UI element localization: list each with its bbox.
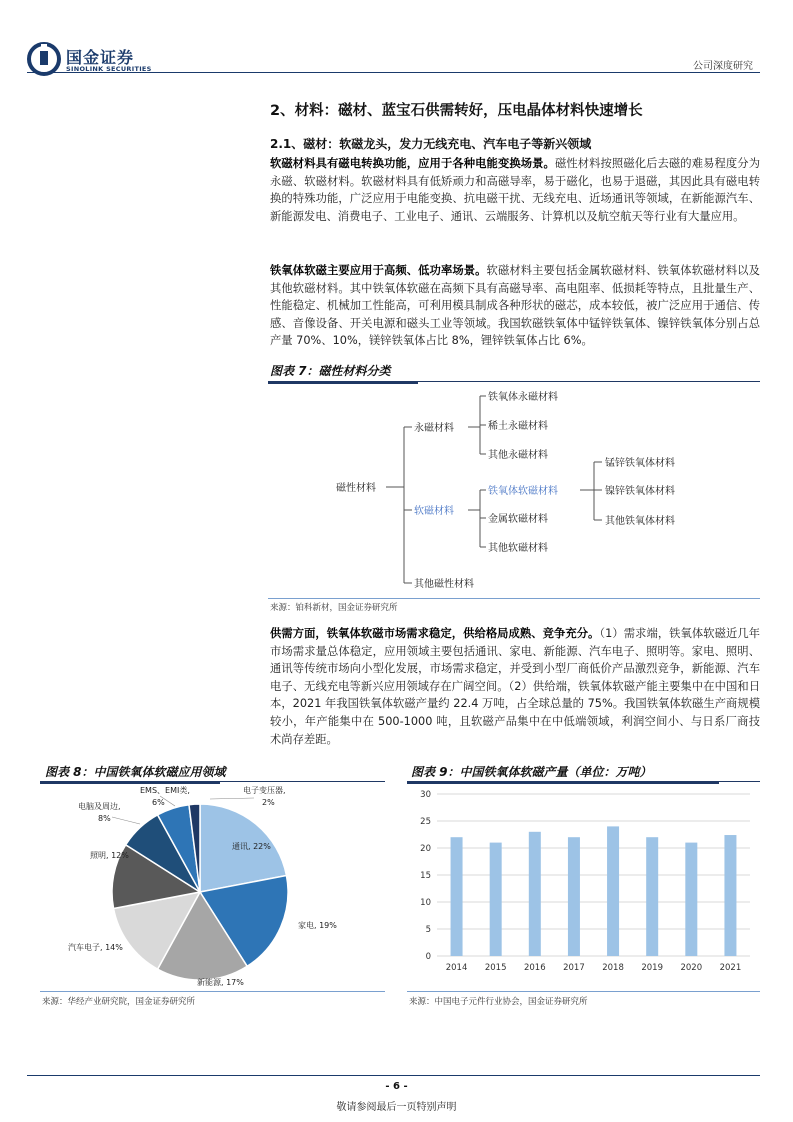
paragraph-body: （1）需求端，铁氧体软磁近几年市场需求量总体稳定，应用领域主要包括通讯、家电、新能源、汽车电子、照明等。家电、照明、通讯等传统市场向小型化发展，市场需求稳定，并受到小型厂商低价产品激烈竞争，新能源、汽车电子、无线充电等新兴应用领域存在广阔空间。（2）供给端，铁氧体软磁产能主要集中在中国和日本，2021 年我国铁氧体软磁产量约 22.4 万吨，占全球总量的 75%。我国铁氧体软磁生产商规模较小，年产能集中在 500-1000 吨，且软磁产品集中在中低端领域，利润空间小、与日系厂商技术尚存差距。 <box>270 627 760 746</box>
pie-label-ems: EMS、EMI类, <box>140 786 190 795</box>
figure-9-title-rule <box>719 781 760 782</box>
x-tick-label: 2021 <box>719 963 742 973</box>
logo-english-name: SINOLINK SECURITIES <box>66 65 152 73</box>
paragraph-ferrite <box>270 262 760 350</box>
tree-node-other-soft: 其他软磁材料 <box>488 543 548 554</box>
pie-label-xinnengyuan: 新能源, 17% <box>197 978 244 987</box>
x-tick-label: 2015 <box>484 963 507 973</box>
tree-root-label: 磁性材料 <box>336 483 376 494</box>
x-tick-label: 2020 <box>680 963 703 973</box>
paragraph-lead: 铁氧体软磁主要应用于高频、低功率场景。 <box>270 264 487 277</box>
tree-node-metal-soft: 金属软磁材料 <box>488 514 548 525</box>
paragraph-body: 软磁材料主要包括金属软磁材料、铁氧体软磁材料以及其他软磁材料。其中铁氧体软磁在高频下具有高磁导率、高电阻率、低损耗等特点，且批量生产、性能稳定、机械加工性能高，可利用模具制成各种形状的磁芯，成本较低，被广泛应用于通信、传感、音像设备、开关电源和磁头工业等领域。我国软磁铁氧体中锰锌铁氧体、镍锌铁氧体分别占总产量 70%、10%，镁锌铁氧体占比 8%，锂锌铁氧体占比 6%。 <box>270 264 760 348</box>
pie-label-qiche: 汽车电子, 14% <box>68 943 123 952</box>
paragraph-soft-magnet <box>270 155 760 225</box>
y-tick-label: 5 <box>425 925 431 935</box>
x-tick-label: 2014 <box>445 963 468 973</box>
section-heading: 2、材料：磁材、蓝宝石供需转好，压电晶体材料快速增长 <box>270 103 643 119</box>
subsection-heading: 2.1、磁材：软磁龙头，发力无线充电、汽车电子等新兴领域 <box>270 137 592 151</box>
x-tick-label: 2019 <box>641 963 664 973</box>
y-tick-label: 30 <box>420 790 431 800</box>
pie-label-zhaoming: 照明, 12% <box>90 851 129 860</box>
bar-2015 <box>490 843 502 956</box>
tree-node-nizn: 镍锌铁氧体材料 <box>605 486 675 497</box>
paragraph-lead: 供需方面，铁氧体软磁市场需求稳定，供给格局成熟、竞争充分。 <box>270 627 600 640</box>
x-tick-label: 2016 <box>523 963 546 973</box>
y-tick-label: 15 <box>420 871 431 881</box>
tree-node-other-magnetic: 其他磁性材料 <box>414 579 474 590</box>
y-tick-label: 25 <box>420 817 431 827</box>
logo-icon <box>27 42 61 76</box>
bar-2016 <box>529 832 541 956</box>
pie-label-dianzi-pct: 2% <box>262 798 275 807</box>
figure-7-title-rule <box>418 381 760 382</box>
paragraph-body: 磁性材料按照磁化后去磁的难易程度分为永磁、软磁材料。软磁材料具有低矫顽力和高磁导率，易于磁化，也易于退磁，其因此具有磁电转换的特殊功能，广泛应用于电能变换、抗电磁干扰、无线充电、近场通讯等领域，在新能源汽车、新能源发电、消费电子、工业电子、通讯、云端服务、计算机以及航空航天等行业有大量应用。 <box>270 157 760 223</box>
tree-node-mnzn: 锰锌铁氧体材料 <box>605 458 675 469</box>
footer-divider <box>27 1075 760 1076</box>
bar-2018 <box>607 826 619 956</box>
y-tick-label: 0 <box>425 952 431 962</box>
bar-2014 <box>451 837 463 956</box>
figure-9-title: 图表 9：中国铁氧体软磁产量（单位：万吨） <box>411 765 652 779</box>
figure-8-source: 来源：华经产业研究院，国金证券研究所 <box>42 997 196 1007</box>
tree-node-other-permanent: 其他永磁材料 <box>488 450 548 461</box>
magnetic-material-tree <box>268 384 760 596</box>
application-pie-chart <box>40 784 385 989</box>
bar-2019 <box>646 837 658 956</box>
pie-label-ems-pct: 6% <box>152 798 165 807</box>
figure-8-title: 图表 8：中国铁氧体软磁应用领域 <box>45 765 226 779</box>
logo-name: 国金证券 <box>66 48 135 67</box>
figure-9-source: 来源：中国电子元件行业协会，国金证券研究所 <box>409 997 588 1007</box>
header-divider <box>27 72 760 73</box>
y-tick-label: 10 <box>420 898 431 908</box>
pie-label-diannao-pct: 8% <box>98 814 111 823</box>
pie-label-dianzi: 电子变压器, <box>243 786 286 795</box>
paragraph-supply-demand <box>270 625 760 748</box>
report-type: 公司深度研究 <box>693 61 753 72</box>
figure-9-bottom-rule <box>407 991 760 992</box>
bar-2017 <box>568 837 580 956</box>
figure-7-title: 图表 7：磁性材料分类 <box>270 364 391 378</box>
tree-node-permanent: 永磁材料 <box>414 423 454 434</box>
pie-label-diannao: 电脑及周边, <box>78 802 121 811</box>
page-number: - 6 - <box>385 1081 408 1092</box>
y-tick-label: 20 <box>420 844 431 854</box>
tree-node-ferrite-soft: 铁氧体软磁材料 <box>488 486 558 497</box>
figure-8-title-rule <box>220 781 385 782</box>
x-tick-label: 2017 <box>563 963 585 973</box>
figure-7-source: 来源：铂科新材，国金证券研究所 <box>270 603 398 613</box>
tree-node-ferrite-permanent: 铁氧体永磁材料 <box>488 392 558 403</box>
bar-2020 <box>685 843 697 956</box>
tree-node-soft: 软磁材料 <box>414 506 454 517</box>
paragraph-lead: 软磁材料具有磁电转换功能，应用于各种电能变换场景。 <box>270 157 555 170</box>
pie-label-jiadian: 家电, 19% <box>298 921 337 930</box>
figure-8-bottom-rule <box>40 991 385 992</box>
pie-label-tongxun: 通讯, 22% <box>232 842 271 851</box>
bar-2021 <box>724 835 736 956</box>
footer-disclaimer: 敬请参阅最后一页特别声明 <box>336 1102 457 1113</box>
tree-node-rare-earth: 稀土永磁材料 <box>488 421 548 432</box>
figure-7-bottom-rule <box>268 598 760 599</box>
tree-node-other-ferrite: 其他铁氧体材料 <box>605 516 675 527</box>
production-bar-chart <box>407 784 760 989</box>
x-tick-label: 2018 <box>602 963 624 973</box>
